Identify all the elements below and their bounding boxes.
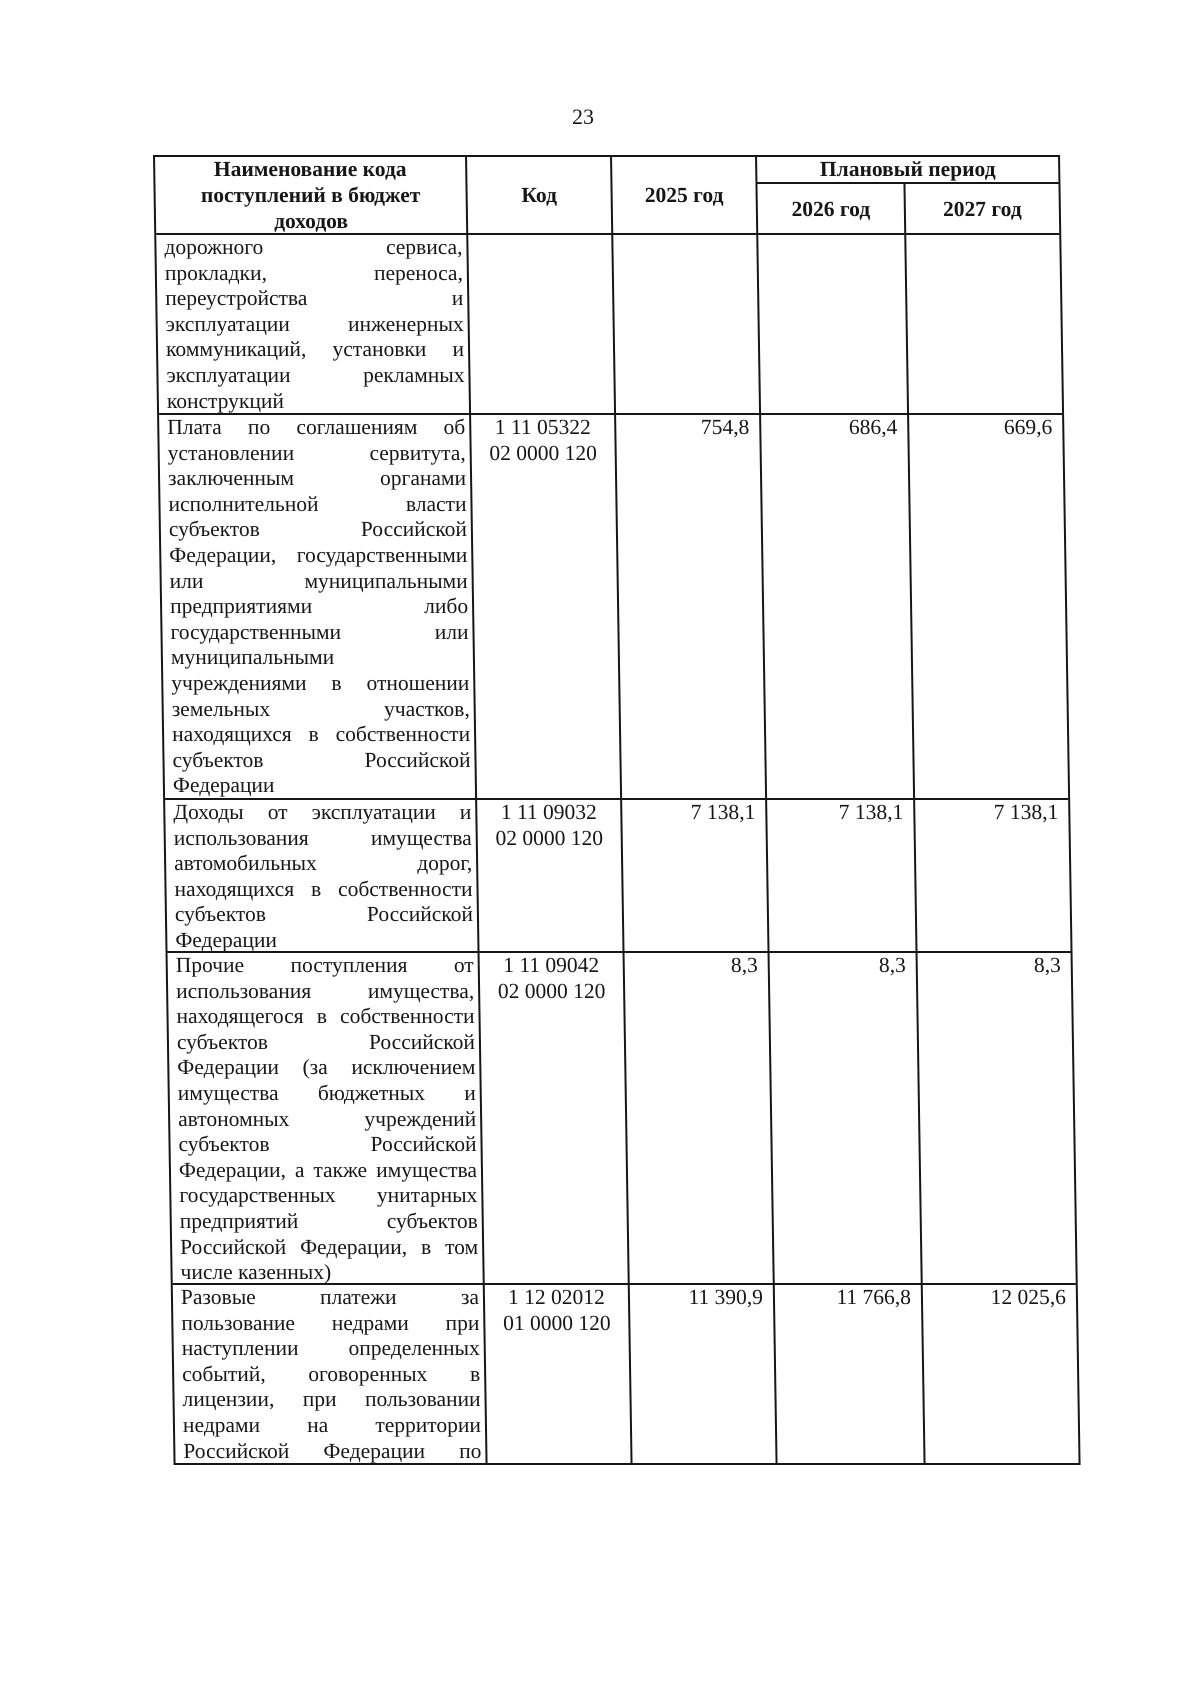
value-2025-cell <box>622 800 769 951</box>
name-line: лицензии, при пользовании <box>182 1387 481 1412</box>
code-line: 02 0000 120 <box>489 440 598 465</box>
value-2027-cell <box>909 415 1068 798</box>
name-line: Прочие поступления от <box>175 953 474 977</box>
name-line: Разовые платежи за <box>180 1285 480 1309</box>
code-line: 1 12 02012 <box>507 1285 606 1309</box>
value-2027: 669,6 <box>1003 415 1053 439</box>
header-2026-cell <box>757 184 906 233</box>
name-line: конструкций <box>166 388 285 413</box>
value-2027: 8,3 <box>1033 953 1061 977</box>
name-line: субъектов Российской <box>176 1029 476 1054</box>
name-line: установлении сервитута, <box>167 440 466 465</box>
value-2026-cell <box>770 953 923 1283</box>
name-line: государственными или <box>170 619 469 644</box>
name-line: Плата по соглашениям об <box>167 415 466 439</box>
value-2026-cell <box>775 1285 926 1463</box>
name-line: Федерации, государственными <box>169 542 468 567</box>
header-name-line: доходов <box>273 209 349 233</box>
header-2027: 2027 год <box>942 196 1022 221</box>
value-2027: 12 025,6 <box>990 1285 1067 1309</box>
value-2026: 7 138,1 <box>838 800 904 824</box>
name-line: Российской Федерации по <box>183 1438 482 1463</box>
code-line: 1 11 09042 <box>503 953 600 977</box>
value-2025: 754,8 <box>700 415 750 439</box>
name-line: использования имущества, <box>175 978 475 1003</box>
code-cell <box>485 1285 633 1463</box>
name-line: Федерации <box>172 773 275 798</box>
name-line: субъектов Российской <box>174 902 474 927</box>
table-row <box>156 235 1062 415</box>
table-row <box>173 1285 1079 1463</box>
header-2026: 2026 год <box>791 196 871 221</box>
name-line: исполнительной власти <box>168 491 467 516</box>
value-2026: 8,3 <box>878 953 906 977</box>
name-line: недрами на территории <box>182 1412 482 1437</box>
page-number: 23 <box>572 104 594 129</box>
name-line: эксплуатации рекламных <box>166 362 465 387</box>
name-line: находящихся в собственности <box>171 722 471 747</box>
value-2025: 7 138,1 <box>690 800 756 824</box>
value-2027-cell <box>918 953 1076 1283</box>
name-line: предприятиями либо <box>169 594 469 619</box>
name-line: Федерации, а также имущества <box>178 1157 478 1182</box>
name-line: Федерации <box>175 927 278 952</box>
code-line: 1 11 09032 <box>500 800 597 824</box>
value-2026-cell <box>758 235 909 413</box>
name-line: прокладки, переноса, <box>164 260 464 285</box>
value-2026-cell <box>761 415 915 798</box>
name-line: пользование недрами при <box>181 1310 480 1335</box>
name-line: событий, оговоренных в <box>181 1361 481 1386</box>
name-line: Российской Федерации, в том <box>179 1234 479 1259</box>
table-row <box>168 953 1076 1285</box>
code-line: 01 0000 120 <box>502 1310 611 1335</box>
name-line: земельных участков, <box>171 696 470 721</box>
code-line: 02 0000 120 <box>495 825 604 850</box>
value-2027-cell <box>906 235 1062 413</box>
value-2025: 11 390,9 <box>688 1285 764 1309</box>
name-cell <box>156 235 471 413</box>
name-line: находящихся в собственности <box>174 876 473 901</box>
header-code-cell <box>467 157 613 233</box>
name-cell <box>173 1285 488 1463</box>
name-line: муниципальными <box>170 645 335 670</box>
name-cell <box>168 953 485 1283</box>
header-name-line: Наименование кода <box>213 157 407 181</box>
value-2027-cell <box>923 1285 1079 1463</box>
name-line: переустройства и <box>165 286 464 311</box>
value-2025-cell <box>613 235 761 413</box>
header-2025-cell <box>612 157 758 233</box>
value-2025-cell <box>630 1285 778 1463</box>
name-line: наступлении определенных <box>181 1336 480 1361</box>
name-line: дорожного сервиса, <box>164 235 463 259</box>
name-line: предприятий субъектов <box>179 1208 478 1233</box>
value-2027: 7 138,1 <box>993 800 1059 824</box>
name-line: Доходы от эксплуатации и <box>173 800 472 824</box>
name-line: эксплуатации инженерных <box>165 311 464 336</box>
name-line: субъектов Российской <box>178 1132 477 1157</box>
value-2027-cell <box>915 800 1070 951</box>
name-line: имущества бюджетных и <box>177 1080 476 1105</box>
table-row <box>159 415 1068 800</box>
name-line: субъектов Российской <box>172 747 471 772</box>
name-line: учреждениями в отношении <box>171 670 470 695</box>
value-2026-cell <box>767 800 917 951</box>
header-name-cell <box>155 157 468 233</box>
header-planned-period <box>757 157 1058 184</box>
name-cell <box>165 800 479 951</box>
name-line: Федерации (за исключением <box>177 1055 476 1080</box>
header-name-line: поступлений в бюджет <box>200 183 421 207</box>
code-line: 1 11 05322 <box>494 415 591 439</box>
value-2026: 11 766,8 <box>836 1285 912 1309</box>
value-2025-cell <box>625 953 775 1283</box>
name-line: заключенным органами <box>167 466 467 491</box>
value-2026: 686,4 <box>848 415 898 439</box>
name-line: использования имущества <box>173 825 472 850</box>
name-line: коммуникаций, установки и <box>165 337 465 362</box>
value-2025-cell <box>616 415 767 798</box>
planned-period-label: Плановый период <box>819 157 996 181</box>
code-cell <box>471 415 622 798</box>
name-line: субъектов Российской <box>168 517 468 542</box>
revenue-table <box>153 155 1081 1465</box>
header-2025: 2025 год <box>644 183 724 207</box>
code-cell <box>468 235 616 413</box>
name-line: автономных учреждений <box>177 1106 477 1131</box>
name-line: государственных унитарных <box>179 1183 478 1208</box>
name-line: автомобильных дорог, <box>173 851 473 876</box>
name-line: числе казенных) <box>180 1260 332 1285</box>
table-row <box>165 800 1070 953</box>
code-line: 02 0000 120 <box>497 978 606 1003</box>
header-2027-cell <box>905 184 1059 233</box>
code-cell <box>477 800 624 951</box>
value-2025: 8,3 <box>730 953 758 977</box>
table-header <box>155 157 1059 235</box>
name-line: или муниципальными <box>169 568 468 593</box>
name-line: находящегося в собственности <box>176 1004 475 1029</box>
code-cell <box>480 953 630 1283</box>
header-code: Код <box>521 183 558 207</box>
name-cell <box>159 415 477 798</box>
